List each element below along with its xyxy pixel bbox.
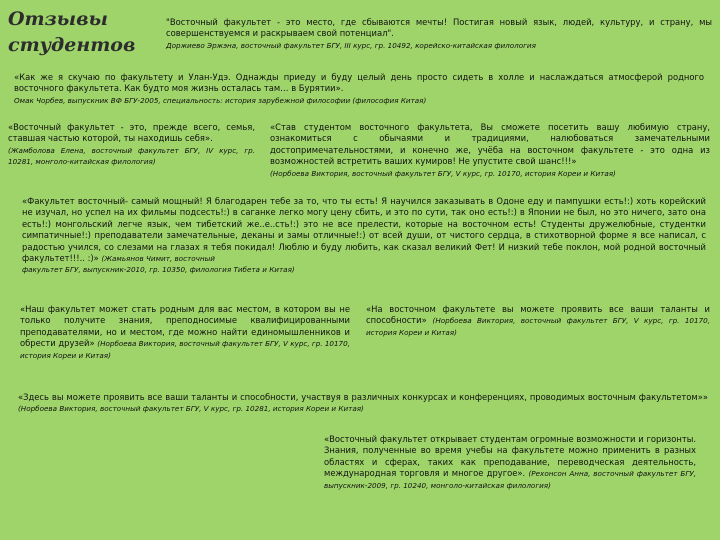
review-card [166, 17, 712, 51]
review-author: факультет БГУ, выпускник-2010, гр. 10350, филология Тибета и Китая) [22, 265, 295, 275]
review-author-inline: (Жамьянов Чимит, восточный [101, 254, 215, 264]
review-quote: «Став студентом восточного факультета, Вы сможете посетить вашу любимую страну, ознакомиться с обычаями и традициями, налюбоваться замечательными достопримечательностями, и конечно же, учёба на восточном факультете - это одна из возможностей встретить ваших кумиров! Не упустите свой шанс!!!» [270, 122, 710, 167]
review-author: Омак Чорбев, выпускник ВФ БГУ-2005, специальность: история зарубежной философии (философия Китая) [14, 95, 427, 105]
review-author: (Норбоева Виктория, восточный факультет БГУ, V курс, гр. 10170, история Кореи и Китая) [270, 168, 616, 178]
review-card [366, 304, 710, 338]
title-line-1: Отзывы [8, 8, 108, 30]
review-quote: «Восточный факультет открывает студентам огромные возможности и горизонты. Знания, полученные во время учебы на факультете можно применить в разных областях и сферах, таких как преподавание, переводческая деятельность, международная торговля и многое другое». [324, 434, 696, 479]
title-line-2: студентов [8, 34, 136, 56]
review-author: (Норбоева Виктория, восточный факультет БГУ, V курс, гр. 10281, история Кореи и Китая) [18, 404, 364, 414]
review-card [8, 122, 255, 168]
review-card [20, 304, 350, 361]
review-quote: «Факультет восточный- самый мощный! Я благодарен тебе за то, что ты есть! Я научился заказывать в Одоне еду и пампушки есть!:) хоть корейский не изучал, но успел на их фильмы подсесть!:) в саганке легко могу цену сбить, и это по сути, так оно есть!:) в Японии не был, но это ничего, зато она есть!:) монгольский легче язык, чем тибетский же..е..сть!:) это не все прелести, которые на восточном есть! Студенты дружелюбные, студентки симпатичные!:) преподаватели замечательные, деканы и замы отличные!:) от всей души, от чистого сердца, в стихотворной форме я все написал, с радостью учился, со слезами на глазах я тебя покидал! Люблю и буду любить, как сказал великий Фет! И низкий тебе поклон, мой родной восточный факультет!!!.. :)» [22, 196, 706, 264]
review-card [18, 392, 708, 415]
review-card [270, 122, 710, 179]
review-quote: «Наш факультет может стать родным для вас местом, в котором вы не только получите знания, преподносимые квалифицированными преподавателями, но и местом, где можно найти единомышленников и обрести друзей» [20, 304, 350, 349]
review-author: (Норбоева Виктория, восточный факультет БГУ, V курс, гр. 10170, история Кореи и Китая) [366, 316, 711, 337]
review-quote: «Здесь вы можете проявить все ваши таланты и способности, участвуя в различных конкурсах и конференциях, проводимых восточным факультетом»» [18, 392, 708, 402]
review-author: Доржиево Эржэна, восточный факультет БГУ, III курс, гр. 10492, корейско-китайская филология [166, 40, 536, 50]
review-quote: «Восточный факультет - это, прежде всего, семья, ставшая частью которой, ты находишь себя». [8, 122, 255, 144]
review-quote: "Восточный факультет - это место, где сбываются мечты! Постигая новый язык, людей, культуру, и страну, мы совершенствуемся и раскрываем свой потенциал". [166, 17, 712, 39]
review-card [324, 434, 696, 491]
review-author: (Норбоева Виктория, восточный факультет БГУ, V курс, гр. 10170, история Кореи и Китая) [20, 339, 350, 360]
review-quote: «На восточном факультете вы можете проявить все ваши таланты и способности» [366, 304, 710, 326]
review-card [22, 196, 706, 276]
review-quote: «Как же я скучаю по факультету и Улан-Удэ. Однажды приеду и буду целый день просто сидеть в холле и наслаждаться атмосферой родного восточного факультета. Как будто моя жизнь осталась там… в Бурятии». [14, 72, 704, 94]
review-author: (Рехонсон Анна, восточный факультет БГУ, выпускник-2009, гр. 10240, монголо-китайская филология) [324, 469, 696, 490]
review-author: (Жамболова Елена, восточный факультет БГУ, IV курс, гр. 10281, монголо-китайская филология) [8, 145, 255, 167]
review-card [14, 72, 704, 106]
page-title [8, 6, 135, 58]
